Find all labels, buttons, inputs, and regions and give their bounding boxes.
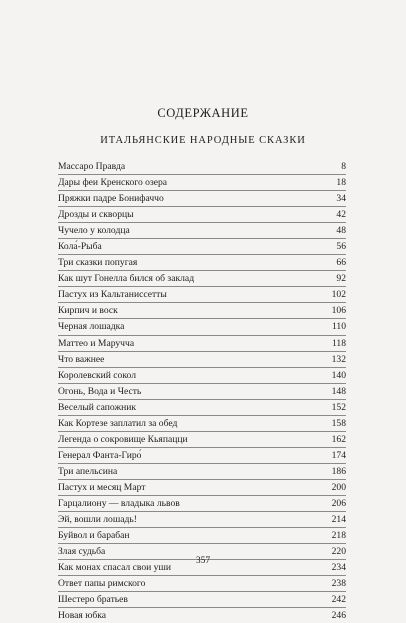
toc-entry-page: 48 (336, 225, 346, 237)
toc-entry (58, 336, 346, 352)
toc-entry-page: 18 (336, 177, 346, 189)
toc-entry-page: 214 (331, 514, 346, 526)
toc-entry-title: Гарцалиону — владыка львов (58, 497, 180, 509)
toc-entry-page: 174 (331, 449, 346, 461)
toc-entry (58, 480, 346, 496)
toc-entry-page: 92 (336, 273, 346, 285)
toc-entry-title: Чучело у колодца (58, 225, 130, 237)
toc-entry-title: Кирпич и воск (58, 305, 118, 317)
toc-entry-title: Черная лошадка (58, 321, 125, 333)
toc-entry-page: 152 (331, 401, 346, 413)
toc-entry-title: Веселый сапожник (58, 401, 137, 413)
toc-entry-page: 220 (331, 546, 346, 558)
toc-entry (58, 287, 346, 303)
toc-entry (58, 271, 346, 287)
toc-entry-title: Дары феи Кренского озера (58, 177, 168, 189)
table-of-contents (58, 159, 346, 623)
toc-entry-page: 8 (341, 161, 346, 172)
toc-entry-page: 110 (331, 321, 346, 333)
toc-entry (58, 191, 346, 207)
toc-entry-title: Пастух и месяц Март (58, 481, 146, 493)
toc-entry-page: 66 (336, 257, 346, 269)
toc-entry-title: Буйвол и барабан (58, 530, 130, 542)
toc-entry-title: Легенда о сокровище Кьяпацци (58, 433, 188, 445)
toc-entry-title: Три апельсина (58, 465, 118, 477)
toc-entry (58, 592, 346, 608)
toc-entry-page: 186 (331, 465, 346, 477)
toc-entry-page: 132 (331, 353, 346, 365)
toc-entry-title: Как шут Гонелла бился об заклад (58, 273, 195, 285)
toc-entry-title: Пряжки падре Бонифаччо (58, 193, 164, 205)
toc-entry (58, 448, 346, 464)
toc-entry-page: 148 (331, 385, 346, 397)
toc-entry (58, 464, 346, 480)
toc-entry-page: 34 (336, 193, 346, 205)
toc-entry-page: 106 (331, 305, 346, 317)
toc-entry-title: Ответ папы римского (58, 578, 146, 590)
toc-entry-title: Шестеро братьев (58, 594, 128, 606)
toc-entry (58, 432, 346, 448)
toc-entry-title: Дрозды и скворцы (58, 209, 134, 221)
toc-entry-title: Эй, вошли лошадь! (58, 514, 137, 526)
toc-entry (58, 159, 346, 175)
toc-entry-page: 200 (331, 481, 346, 493)
toc-entry (58, 319, 346, 335)
toc-entry-title: Королевский сокол (58, 369, 136, 381)
toc-entry-title: Три сказки попугая (58, 257, 138, 269)
toc-entry-page: 206 (331, 497, 346, 509)
toc-entry-page: 118 (331, 337, 346, 349)
toc-entry-title: Пастух из Кальтаниссетты (58, 289, 167, 301)
toc-entry (58, 400, 346, 416)
toc-entry (58, 303, 346, 319)
toc-entry-title: Что важнее (58, 353, 105, 365)
toc-entry (58, 608, 346, 623)
toc-entry-title: Маттео и Маручча (58, 337, 135, 349)
toc-entry (58, 255, 346, 271)
toc-entry-page: 56 (336, 241, 346, 253)
toc-entry-page: 234 (331, 562, 346, 574)
toc-entry-title: Злая судьба (58, 546, 106, 558)
toc-entry (58, 496, 346, 512)
toc-entry-page: 140 (331, 369, 346, 381)
toc-entry-page: 218 (331, 530, 346, 542)
toc-entry (58, 528, 346, 544)
toc-entry-title: Как Кортезе заплатил за обед (58, 417, 178, 429)
toc-entry-page: 162 (331, 433, 346, 445)
toc-entry-page: 242 (331, 594, 346, 606)
toc-entry (58, 352, 346, 368)
toc-entry-title: Генерал Фанта-Гиро́ (58, 449, 142, 461)
toc-entry (58, 384, 346, 400)
toc-entry-page: 238 (331, 578, 346, 590)
toc-entry-title: Новая юбка (58, 610, 107, 622)
toc-entry (58, 207, 346, 223)
toc-entry (58, 416, 346, 432)
toc-entry (58, 368, 346, 384)
toc-entry (58, 175, 346, 191)
toc-entry-title: Массаро Правда (58, 161, 126, 172)
toc-entry-title: Огонь, Вода и Честь (58, 385, 142, 397)
toc-entry (58, 512, 346, 528)
section-title: ИТАЛЬЯНСКИЕ НАРОДНЫЕ СКАЗКИ (100, 135, 306, 146)
toc-entry-title: Кола́-Рыба (58, 241, 102, 253)
toc-entry-page: 102 (331, 289, 346, 301)
page-title: СОДЕРЖАНИЕ (157, 106, 249, 120)
toc-entry (58, 223, 346, 239)
toc-entry-page: 158 (331, 417, 346, 429)
toc-entry-title: Как монах спасал свои уши (58, 562, 171, 574)
toc-entry (58, 239, 346, 255)
page-number: 357 (195, 556, 211, 566)
toc-entry-page: 42 (336, 209, 346, 221)
toc-entry-page: 246 (331, 610, 346, 622)
